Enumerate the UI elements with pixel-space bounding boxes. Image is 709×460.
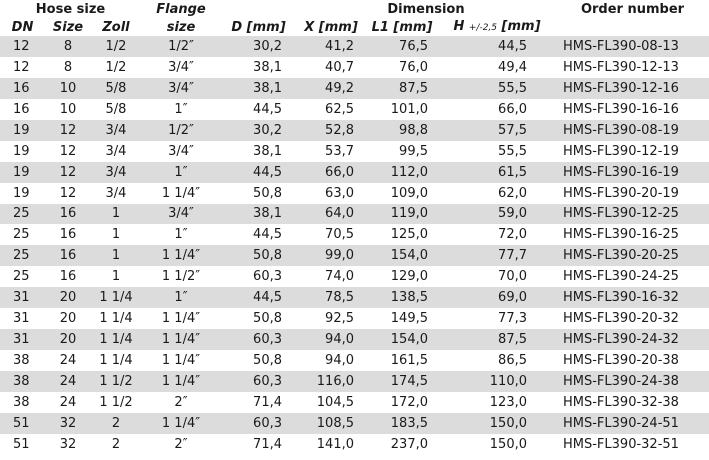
l1-mm-cell: 109,0 xyxy=(366,183,438,204)
l1-mm-cell: 183,5 xyxy=(366,413,438,434)
dn-cell: 25 xyxy=(0,224,45,245)
zoll-cell: 2 xyxy=(91,434,141,455)
flange-size-cell: 2″ xyxy=(141,392,221,413)
d-mm-cell: 44,5 xyxy=(221,224,296,245)
table-row xyxy=(0,392,709,413)
x-mm-cell: 99,0 xyxy=(296,245,366,266)
x-mm-cell: 141,0 xyxy=(296,434,366,455)
dn-cell: 38 xyxy=(0,392,45,413)
l1-mm-cell: 172,0 xyxy=(366,392,438,413)
d-mm-cell: 38,1 xyxy=(221,78,296,99)
size-cell: 16 xyxy=(45,204,91,225)
d-mm-cell: 44,5 xyxy=(221,287,296,308)
size-cell: 16 xyxy=(45,266,91,287)
dn-cell: 31 xyxy=(0,329,45,350)
h-mm-cell: 61,5 xyxy=(438,162,556,183)
l1-mm-cell: 98,8 xyxy=(366,120,438,141)
order-number-cell: HMS-FL390-12-16 xyxy=(556,78,709,99)
l1-mm-cell: 161,5 xyxy=(366,350,438,371)
d-mm-cell: 44,5 xyxy=(221,99,296,120)
dn-cell: 25 xyxy=(0,245,45,266)
flange-size-cell: 1″ xyxy=(141,224,221,245)
h-mm-cell: 150,0 xyxy=(438,413,556,434)
dn-cell: 25 xyxy=(0,204,45,225)
d-mm-cell: 30,2 xyxy=(221,120,296,141)
l1-mm-cell: 87,5 xyxy=(366,78,438,99)
table-row xyxy=(0,141,709,162)
d-mm-cell: 50,8 xyxy=(221,308,296,329)
x-mm-cell: 66,0 xyxy=(296,162,366,183)
h-mm-cell: 59,0 xyxy=(438,204,556,225)
x-mm-cell: 70,5 xyxy=(296,224,366,245)
dimension-group-header: Dimension xyxy=(387,2,465,17)
order-number-cell: HMS-FL390-20-25 xyxy=(556,245,709,266)
zoll-header: Zoll xyxy=(102,20,130,35)
zoll-cell: 3/4 xyxy=(91,120,141,141)
table-row xyxy=(0,204,709,225)
x-mm-header: X [mm] xyxy=(304,20,358,35)
size-cell: 12 xyxy=(45,183,91,204)
dn-cell: 12 xyxy=(0,57,45,78)
size-cell: 32 xyxy=(45,434,91,455)
zoll-cell: 1 1/4 xyxy=(91,308,141,329)
table-row xyxy=(0,245,709,266)
dn-cell: 19 xyxy=(0,183,45,204)
header-row-bottom xyxy=(0,18,709,36)
flange-size-cell: 1 1/4″ xyxy=(141,308,221,329)
h-mm-cell: 49,4 xyxy=(438,57,556,78)
h-mm-cell: 57,5 xyxy=(438,120,556,141)
flange-size-cell: 1/2″ xyxy=(141,36,221,57)
zoll-cell: 1 1/2 xyxy=(91,371,141,392)
h-mm-cell: 66,0 xyxy=(438,99,556,120)
x-mm-cell: 116,0 xyxy=(296,371,366,392)
x-mm-cell: 53,7 xyxy=(296,141,366,162)
header-row-top xyxy=(0,0,709,18)
flange-size-cell: 1″ xyxy=(141,99,221,120)
order-number-header: Order number xyxy=(580,2,685,17)
l1-mm-cell: 112,0 xyxy=(366,162,438,183)
dn-cell: 38 xyxy=(0,371,45,392)
order-number-cell: HMS-FL390-32-51 xyxy=(556,434,709,455)
h-mm-cell: 87,5 xyxy=(438,329,556,350)
size-cell: 10 xyxy=(45,99,91,120)
order-number-cell: HMS-FL390-16-19 xyxy=(556,162,709,183)
dn-cell: 19 xyxy=(0,162,45,183)
dn-header: DN xyxy=(11,20,34,35)
flange-size-cell: 3/4″ xyxy=(141,141,221,162)
x-mm-cell: 94,0 xyxy=(296,350,366,371)
zoll-cell: 1 xyxy=(91,266,141,287)
order-number-cell: HMS-FL390-08-19 xyxy=(556,120,709,141)
flange-size-cell: 3/4″ xyxy=(141,78,221,99)
h-mm-cell: 70,0 xyxy=(438,266,556,287)
zoll-cell: 1 1/4 xyxy=(91,287,141,308)
dn-cell: 16 xyxy=(0,78,45,99)
x-mm-cell: 41,2 xyxy=(296,36,366,57)
x-mm-cell: 40,7 xyxy=(296,57,366,78)
flange-size-cell: 3/4″ xyxy=(141,204,221,225)
l1-mm-cell: 174,5 xyxy=(366,371,438,392)
x-mm-cell: 52,8 xyxy=(296,120,366,141)
d-mm-cell: 38,1 xyxy=(221,204,296,225)
zoll-cell: 5/8 xyxy=(91,99,141,120)
h-mm-cell: 86,5 xyxy=(438,350,556,371)
l1-mm-cell: 101,0 xyxy=(366,99,438,120)
size-cell: 20 xyxy=(45,329,91,350)
h-mm-cell: 69,0 xyxy=(438,287,556,308)
h-mm-cell: 55,5 xyxy=(438,78,556,99)
h-mm-cell: 150,0 xyxy=(438,434,556,455)
flange-size-header-line2: size xyxy=(166,20,196,35)
order-number-cell: HMS-FL390-32-38 xyxy=(556,392,709,413)
d-mm-cell: 60,3 xyxy=(221,413,296,434)
d-mm-cell: 44,5 xyxy=(221,162,296,183)
dn-cell: 38 xyxy=(0,350,45,371)
table-row xyxy=(0,350,709,371)
zoll-cell: 2 xyxy=(91,413,141,434)
flange-size-cell: 3/4″ xyxy=(141,57,221,78)
size-cell: 12 xyxy=(45,162,91,183)
size-cell: 20 xyxy=(45,287,91,308)
table-row xyxy=(0,287,709,308)
x-mm-cell: 63,0 xyxy=(296,183,366,204)
table-row xyxy=(0,36,709,57)
flange-size-cell: 1 1/2″ xyxy=(141,266,221,287)
table-row xyxy=(0,162,709,183)
size-cell: 12 xyxy=(45,120,91,141)
flange-size-cell: 1 1/4″ xyxy=(141,329,221,350)
l1-mm-cell: 154,0 xyxy=(366,245,438,266)
table-row xyxy=(0,78,709,99)
d-mm-cell: 38,1 xyxy=(221,141,296,162)
flange-size-cell: 1 1/4″ xyxy=(141,183,221,204)
h-mm-cell: 110,0 xyxy=(438,371,556,392)
h-letter: H xyxy=(453,19,465,34)
d-mm-header: D [mm] xyxy=(231,20,286,35)
order-number-cell: HMS-FL390-16-32 xyxy=(556,287,709,308)
zoll-cell: 1 xyxy=(91,224,141,245)
h-tolerance: +/-2,5 xyxy=(468,23,498,33)
size-cell: 16 xyxy=(45,224,91,245)
d-mm-cell: 60,3 xyxy=(221,329,296,350)
h-mm-cell: 72,0 xyxy=(438,224,556,245)
l1-mm-cell: 129,0 xyxy=(366,266,438,287)
flange-size-cell: 1 1/4″ xyxy=(141,413,221,434)
order-number-cell: HMS-FL390-16-16 xyxy=(556,99,709,120)
order-number-cell: HMS-FL390-24-51 xyxy=(556,413,709,434)
dn-cell: 16 xyxy=(0,99,45,120)
x-mm-cell: 64,0 xyxy=(296,204,366,225)
l1-mm-cell: 99,5 xyxy=(366,141,438,162)
size-cell: 8 xyxy=(45,36,91,57)
dn-cell: 19 xyxy=(0,120,45,141)
zoll-cell: 1/2 xyxy=(91,36,141,57)
d-mm-cell: 50,8 xyxy=(221,245,296,266)
table-row xyxy=(0,120,709,141)
table-row xyxy=(0,371,709,392)
h-mm-header xyxy=(438,18,556,36)
table-row xyxy=(0,413,709,434)
size-cell: 32 xyxy=(45,413,91,434)
table-row xyxy=(0,434,709,455)
h-mm-cell: 77,7 xyxy=(438,245,556,266)
flange-size-cell: 1 1/4″ xyxy=(141,350,221,371)
flange-size-cell: 1/2″ xyxy=(141,120,221,141)
x-mm-cell: 74,0 xyxy=(296,266,366,287)
size-header: Size xyxy=(52,20,84,35)
size-cell: 10 xyxy=(45,78,91,99)
flange-size-header-line1: Flange xyxy=(156,2,206,17)
order-number-cell: HMS-FL390-20-32 xyxy=(556,308,709,329)
dn-cell: 51 xyxy=(0,413,45,434)
order-number-cell: HMS-FL390-16-25 xyxy=(556,224,709,245)
dn-cell: 51 xyxy=(0,434,45,455)
x-mm-cell: 108,5 xyxy=(296,413,366,434)
table-body xyxy=(0,36,709,455)
d-mm-cell: 71,4 xyxy=(221,434,296,455)
l1-mm-cell: 76,5 xyxy=(366,36,438,57)
zoll-cell: 1 1/4 xyxy=(91,329,141,350)
zoll-cell: 5/8 xyxy=(91,78,141,99)
x-mm-cell: 78,5 xyxy=(296,287,366,308)
x-mm-cell: 104,5 xyxy=(296,392,366,413)
zoll-cell: 1 xyxy=(91,204,141,225)
l1-mm-cell: 76,0 xyxy=(366,57,438,78)
h-mm-cell: 55,5 xyxy=(438,141,556,162)
h-mm-cell: 77,3 xyxy=(438,308,556,329)
d-mm-cell: 50,8 xyxy=(221,350,296,371)
dn-cell: 25 xyxy=(0,266,45,287)
flange-size-cell: 1″ xyxy=(141,287,221,308)
d-mm-cell: 60,3 xyxy=(221,266,296,287)
l1-mm-cell: 149,5 xyxy=(366,308,438,329)
d-mm-cell: 71,4 xyxy=(221,392,296,413)
x-mm-cell: 94,0 xyxy=(296,329,366,350)
zoll-cell: 1 1/4 xyxy=(91,350,141,371)
table-row xyxy=(0,224,709,245)
order-number-cell: HMS-FL390-24-32 xyxy=(556,329,709,350)
order-number-cell: HMS-FL390-20-38 xyxy=(556,350,709,371)
d-mm-cell: 50,8 xyxy=(221,183,296,204)
l1-mm-cell: 237,0 xyxy=(366,434,438,455)
table-row xyxy=(0,329,709,350)
l1-mm-cell: 125,0 xyxy=(366,224,438,245)
size-cell: 24 xyxy=(45,392,91,413)
hose-size-group-header: Hose size xyxy=(35,2,106,17)
table-row xyxy=(0,183,709,204)
flange-size-cell: 2″ xyxy=(141,434,221,455)
l1-mm-cell: 138,5 xyxy=(366,287,438,308)
size-cell: 24 xyxy=(45,371,91,392)
h-mm-cell: 123,0 xyxy=(438,392,556,413)
size-cell: 8 xyxy=(45,57,91,78)
size-cell: 12 xyxy=(45,141,91,162)
flange-size-cell: 1″ xyxy=(141,162,221,183)
zoll-cell: 1 xyxy=(91,245,141,266)
l1-mm-cell: 119,0 xyxy=(366,204,438,225)
table-row xyxy=(0,99,709,120)
flange-size-cell: 1 1/4″ xyxy=(141,245,221,266)
zoll-cell: 3/4 xyxy=(91,162,141,183)
table-row xyxy=(0,57,709,78)
h-mm-cell: 44,5 xyxy=(438,36,556,57)
order-number-cell: HMS-FL390-12-13 xyxy=(556,57,709,78)
size-cell: 16 xyxy=(45,245,91,266)
d-mm-cell: 38,1 xyxy=(221,57,296,78)
order-number-cell: HMS-FL390-24-38 xyxy=(556,371,709,392)
dn-cell: 19 xyxy=(0,141,45,162)
h-mm-cell: 62,0 xyxy=(438,183,556,204)
dn-cell: 31 xyxy=(0,287,45,308)
zoll-cell: 1/2 xyxy=(91,57,141,78)
x-mm-cell: 49,2 xyxy=(296,78,366,99)
zoll-cell: 1 1/2 xyxy=(91,392,141,413)
d-mm-cell: 30,2 xyxy=(221,36,296,57)
size-cell: 20 xyxy=(45,308,91,329)
order-number-cell: HMS-FL390-12-19 xyxy=(556,141,709,162)
h-unit: [mm] xyxy=(501,19,541,34)
order-number-cell: HMS-FL390-24-25 xyxy=(556,266,709,287)
l1-mm-header: L1 [mm] xyxy=(371,20,433,35)
size-cell: 24 xyxy=(45,350,91,371)
order-number-cell: HMS-FL390-12-25 xyxy=(556,204,709,225)
l1-mm-cell: 154,0 xyxy=(366,329,438,350)
order-number-cell: HMS-FL390-20-19 xyxy=(556,183,709,204)
dn-cell: 12 xyxy=(0,36,45,57)
zoll-cell: 3/4 xyxy=(91,183,141,204)
flange-size-cell: 1 1/4″ xyxy=(141,371,221,392)
zoll-cell: 3/4 xyxy=(91,141,141,162)
d-mm-cell: 60,3 xyxy=(221,371,296,392)
x-mm-cell: 62,5 xyxy=(296,99,366,120)
order-number-cell: HMS-FL390-08-13 xyxy=(556,36,709,57)
dn-cell: 31 xyxy=(0,308,45,329)
table-row xyxy=(0,308,709,329)
x-mm-cell: 92,5 xyxy=(296,308,366,329)
table-row xyxy=(0,266,709,287)
